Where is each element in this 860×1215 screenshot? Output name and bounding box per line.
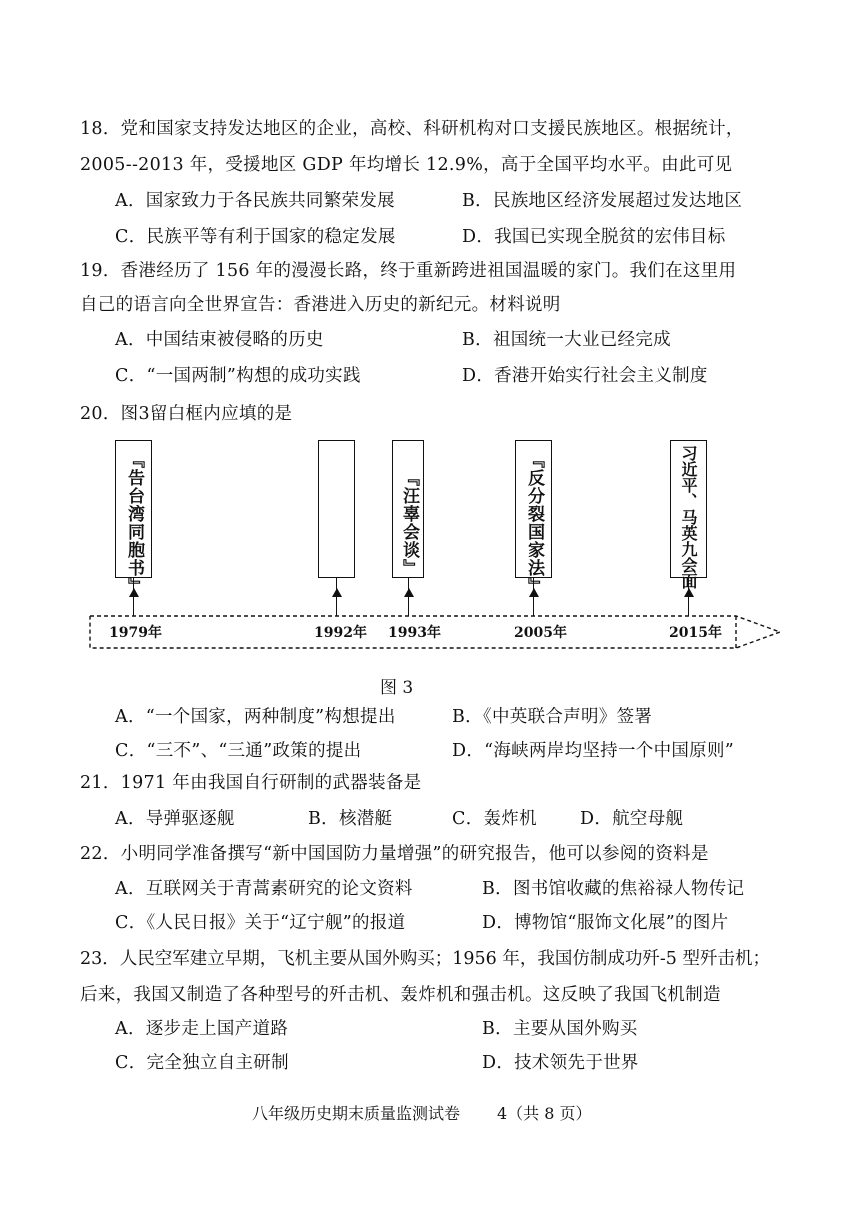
event-box-2005 [515,440,552,595]
q21-option-a: A．导弹驱逐舰 [115,809,235,829]
q21-option-d: D．航空母舰 [580,809,684,829]
q23-option-a: A．逐步走上国产道路 [115,1019,289,1039]
q19-option-a: A．中国结束被侵略的历史 [115,330,324,350]
q23-option-c: C．完全独立自主研制 [115,1053,289,1073]
event-box-1993 [392,440,424,578]
q21-stem: 21．1971 年由我国自行研制的武器装备是 [80,773,422,793]
event-label-1993: 『汪辜会谈』 [399,469,419,577]
stem-2015 [688,578,689,616]
event-box-1979 [115,440,152,595]
q22-option-a: A．互联网关于青蒿素研究的论文资料 [115,879,413,899]
q23-stem-line1: 23．人民空军建立早期，飞机主要从国外购买；1956 年，我国仿制成功歼-5 型歼击机； [80,949,770,969]
stem-1993 [408,578,409,616]
q20-option-d: D．“海峡两岸均坚持一个中国原则” [452,741,735,761]
q18-option-c: C．民族平等有利于国家的稳定发展 [115,227,396,247]
q22-option-d: D．博物馆“服饰文化展”的图片 [482,913,729,933]
q21-option-b: B．核潜艇 [308,809,393,829]
q22-option-b: B．图书馆收藏的焦裕禄人物传记 [482,879,745,899]
q23-option-d: D．技术领先于世界 [482,1053,639,1073]
q20-stem: 20．图3留白框内应填的是 [80,404,293,424]
q23-stem-line2: 后来，我国又制造了各种型号的歼击机、轰炸机和强击机。这反映了我国飞机制造 [80,985,721,1005]
q20-option-a: A．“一个国家，两种制度”构想提出 [115,707,396,727]
q19-option-c: C．“一国两制”构想的成功实践 [115,366,361,386]
q19-stem-line2: 自己的语言向全世界宣告：香港进入历史的新纪元。材料说明 [80,295,561,315]
q18-option-a: A．国家致力于各民族共同繁荣发展 [115,191,395,211]
arrow-head-2005 [529,588,539,597]
event-box-1992-blank [318,440,355,578]
q22-stem: 22．小明同学准备撰写“新中国国防力量增强”的研究报告，他可以参阅的资料是 [80,844,709,864]
q19-option-d: D．香港开始实行社会主义制度 [462,366,708,386]
year-label-1992: 1992年 [314,625,367,641]
footer-page-number: 4（共 8 页） [497,1104,592,1123]
event-label-1979: 『告台湾同胞书』 [124,451,144,595]
year-label-1979: 1979年 [109,625,162,641]
event-box-2015 [670,440,707,589]
arrow-head-1992 [332,588,342,597]
arrow-head-2015 [684,588,694,597]
q18-stem-line1: 18．党和国家支持发达地区的企业，高校、科研机构对口支援民族地区。根据统计， [80,119,744,139]
arrow-head-1979 [129,588,139,597]
event-label-2005: 『反分裂国家法』 [524,451,544,595]
footer-title: 八年级历史期末质量监测试卷 [252,1104,461,1123]
q19-option-b: B．祖国统一大业已经完成 [462,330,671,350]
arrow-head-1993 [404,588,414,597]
q23-option-b: B．主要从国外购买 [482,1019,638,1039]
q20-option-c: C．“三不”、“三通”政策的提出 [115,741,362,761]
q18-stem-line2: 2005--2013 年，受援地区 GDP 年均增长 12.9%，高于全国平均水平。由此可见 [80,155,733,175]
q19-stem-line1: 19．香港经历了 156 年的漫漫长路，终于重新跨进祖国温暖的家门。我们在这里用 [80,261,737,281]
year-label-1993: 1993年 [388,625,441,641]
figure-caption: 图 3 [380,678,414,698]
event-label-2015: 习近平、马英九会面 [679,445,698,589]
q18-option-b: B．民族地区经济发展超过发达地区 [462,191,743,211]
stem-1979 [133,578,134,616]
stem-1992 [336,578,337,616]
q18-option-d: D．我国已实现全脱贫的宏伟目标 [462,227,726,247]
q22-option-c: C．《人民日报》关于“辽宁舰”的报道 [115,913,406,933]
q21-option-c: C．轰炸机 [452,809,537,829]
year-label-2005: 2005年 [514,625,567,641]
year-label-2015: 2015年 [669,625,722,641]
q20-option-b: B．《中英联合声明》签署 [452,707,653,727]
stem-2005 [533,578,534,616]
